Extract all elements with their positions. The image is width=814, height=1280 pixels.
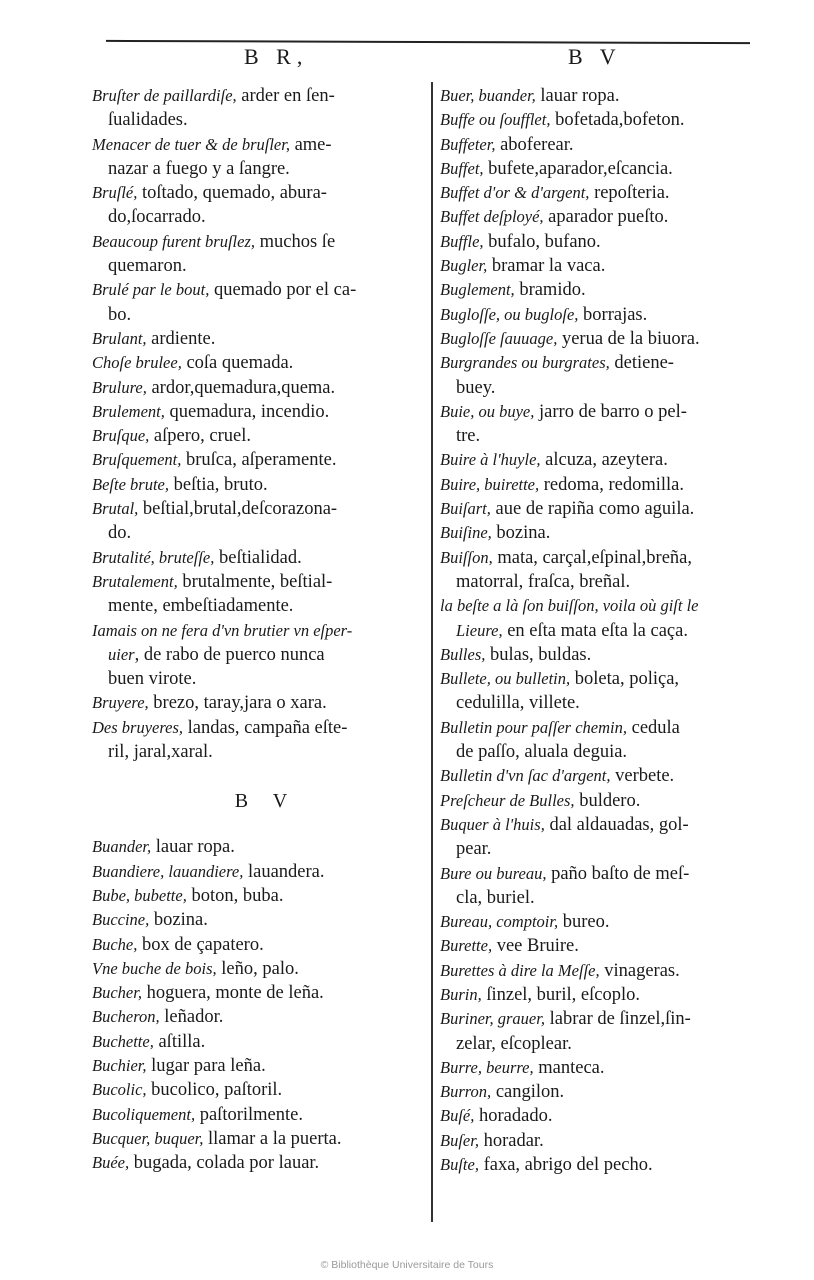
entry-translation: bramar la vaca. [487,256,606,277]
dictionary-entry-line [440,473,758,497]
dictionary-entry-line [440,1129,758,1153]
dictionary-entry-line [92,957,410,981]
dictionary-entry-line [92,835,410,859]
dictionary-entry-line [440,789,758,813]
entry-headword: Brulant, [92,328,147,348]
entry-headword: Buſte, [440,1155,479,1175]
entry-headword: Buire à l'huyle, [440,450,541,470]
entry-headword: Buer, buander, [440,86,536,105]
entry-headword: Brutal, [92,499,139,519]
entry-translation: leñador. [159,1007,224,1028]
entry-translation: aſpero, cruel. [149,426,251,447]
entry-headword: Bulletin pour paſſer chemin, [440,717,627,737]
dictionary-entry-line [92,570,410,594]
entry-headword: Bureau, comptoir, [440,912,559,932]
section-title: B V [234,790,298,813]
entry-headword: Brutalement, [92,571,178,591]
entry-translation: de paſſo, aluala deguia. [456,742,628,763]
dictionary-entry-line [92,205,410,229]
dictionary-entry-line [440,1056,758,1080]
entry-headword: Bucher, [92,983,142,1003]
entry-headword: Burre, beurre, [440,1057,534,1077]
dictionary-entry-line [92,157,410,181]
entry-translation: buey. [456,377,496,398]
dictionary-entry-line [440,740,758,764]
left-entries-bottom [92,835,410,1175]
entry-translation: ame- [289,134,332,155]
dictionary-entry-line [92,1054,410,1078]
entry-translation: bufete,aparador,eſcancia. [483,158,673,179]
entry-translation: bugada, colada por lauar. [129,1153,320,1174]
entry-translation: bufalo, bufano. [483,231,601,252]
dictionary-entry-line [440,1032,758,1056]
dictionary-entry-line [440,934,758,958]
entry-headword: Buffet deſployé, [440,207,544,227]
dictionary-entry-line [440,813,758,837]
entry-translation: coſa quemada. [181,353,294,374]
entry-translation: hoguera, monte de leña. [141,983,324,1004]
entry-headword: Buchier, [92,1055,147,1075]
entry-headword: Bruſter de paillardiſe, [92,86,237,105]
dictionary-entry-line [92,376,410,400]
entry-headword: Burettes à dire la Meſſe, [440,960,600,980]
entry-translation: cangilon. [491,1082,565,1103]
entry-headword: Bucquer, buquer, [92,1128,204,1148]
entry-headword: Beſte brute, [92,474,169,494]
dictionary-entry-line [92,716,410,740]
entry-translation: zelar, eſcoplear. [456,1033,572,1054]
dictionary-entry-line [92,108,410,132]
dictionary-entry-line [440,691,758,715]
entry-headword: Buffet, [440,158,484,178]
dictionary-entry-line [92,303,410,327]
entry-translation: toſtado, quemado, abura- [137,183,327,204]
dictionary-entry-line [440,959,758,983]
entry-translation: quemadura, incendio. [164,401,330,422]
entry-translation: beſtialidad. [214,547,302,568]
entry-headword: Bugloſſe, ou bugloſe, [440,304,579,324]
entry-headword: Buchette, [92,1031,154,1051]
entry-headword: Burron, [440,1082,492,1102]
dictionary-entry-line [92,278,410,302]
dictionary-entry-line [440,327,758,351]
entry-headword: Choſe brulee, [92,353,182,373]
entry-headword: Bruſlé, [92,183,138,203]
dictionary-entry-line [440,230,758,254]
dictionary-entry-line [440,448,758,472]
entry-headword: Buée, [92,1153,130,1173]
header-right: B V [568,44,622,69]
entry-translation: redoma, redomilla. [539,474,685,495]
dictionary-entry-line [92,400,410,424]
entry-headword: Burin, [440,984,482,1004]
dictionary-entry-line [92,740,410,764]
dictionary-entry-line [440,643,758,667]
entry-translation: brutalmente, beſtial- [177,571,333,592]
entry-translation: en eſta mata eſta la caça. [502,620,688,641]
dictionary-entry-line [92,84,410,108]
entry-headword: Iamais on ne fera d'vn brutier vn eſper- [92,620,353,640]
entry-translation: faxa, abrigo del pecho. [478,1155,653,1176]
entry-headword: Bucolic, [92,1080,147,1100]
dictionary-entry-line [92,643,410,667]
entry-translation: bramido. [514,280,586,301]
dictionary-entry-line [440,862,758,886]
entry-headword: Buſé, [440,1106,475,1126]
dictionary-entry-line [92,884,410,908]
left-entries-top [92,84,410,764]
dictionary-entry-line [440,546,758,570]
dictionary-entry-line [92,1030,410,1054]
entry-translation: boton, buba. [186,885,284,906]
entry-headword: Buffe ou ſoufflet, [440,110,551,130]
entry-translation: landas, campaña eſte- [183,717,348,738]
dictionary-entry-line [92,133,410,157]
dictionary-entry-line [92,521,410,545]
entry-headword: Bube, bubette, [92,885,187,905]
dictionary-entry-line [92,1103,410,1127]
entry-headword: Burette, [440,936,493,956]
entry-translation: , de rabo de puerco nunca [134,644,325,665]
dictionary-entry-line [440,254,758,278]
dictionary-entry-line [92,254,410,278]
dictionary-entry-line [92,1127,410,1151]
dictionary-entry-line [92,1078,410,1102]
entry-translation: mata, carçal,eſpinal,breña, [492,547,692,568]
entry-translation: lauar ropa. [151,837,235,858]
entry-headword: Buffet d'or & d'argent, [440,183,590,203]
dictionary-entry-line [440,619,758,643]
entry-translation: matorral, fraſca, breñal. [456,571,631,592]
dictionary-entry-line [440,594,758,618]
dictionary-entry-line [92,860,410,884]
entry-translation: ſinzel, buril, eſcoplo. [481,984,640,1005]
entry-translation: leño, palo. [216,958,299,979]
entry-headword: Buiſſon, [440,547,493,567]
entry-headword: Buandiere, lauandiere, [92,861,244,881]
entry-translation: do,ſocarrado. [108,207,206,228]
entry-headword: Brulé par le bout, [92,280,210,300]
entry-translation: aboferear. [495,134,574,155]
dictionary-entry-line [440,278,758,302]
entry-headword: Buccine, [92,910,150,930]
entry-translation: horadado. [474,1106,553,1127]
dictionary-entry-line [440,400,758,424]
dictionary-entry-line [440,667,758,691]
entry-headword: Buie, ou buye, [440,401,535,421]
entry-headword: Bucoliquement, [92,1104,196,1124]
entry-translation: bozina. [149,910,208,931]
entry-translation: manteca. [533,1057,605,1078]
dictionary-entry-line [92,1005,410,1029]
right-column [440,84,758,1177]
entry-headword: Bucheron, [92,1007,160,1027]
entry-headword: Brutalité, bruteſſe, [92,547,215,567]
entry-headword: Beaucoup furent bruſlez, [92,231,255,251]
entry-translation: yerua de la biuora. [557,328,700,349]
entry-translation: ril, jaral,xaral. [108,742,213,763]
entry-translation: beſtial,brutal,deſcorazona- [138,499,338,520]
entry-translation: paſtorilmente. [195,1104,303,1125]
dictionary-entry-line [92,497,410,521]
entry-translation: buen virote. [108,669,197,690]
dictionary-entry-line [440,886,758,910]
entry-headword: Buiſart, [440,499,491,519]
entry-headword: Buche, [92,934,138,954]
dictionary-entry-line [440,521,758,545]
entry-translation: horadar. [478,1130,544,1151]
dictionary-entry-line [440,716,758,740]
entry-translation: dal aldauadas, gol- [544,814,689,835]
entry-headword: Buire, buirette, [440,474,540,494]
entry-translation: aſtilla. [153,1031,206,1052]
dictionary-entry-line [92,981,410,1005]
dictionary-entry-line [440,133,758,157]
entry-translation: quemado por el ca- [209,280,357,301]
entry-translation: aparador pueſto. [543,207,669,228]
entry-translation: ardiente. [146,328,216,349]
dictionary-entry-line [92,327,410,351]
entry-headword: la beſte a là ſon buiſſon, voila où giſt le [440,596,699,616]
entry-translation: tre. [456,426,481,447]
dictionary-entry-line [440,570,758,594]
entry-translation: cla, buriel. [456,887,535,908]
top-rule [106,40,750,44]
dictionary-entry-line [440,205,758,229]
entry-translation: lugar para leña. [146,1055,266,1076]
dictionary-entry-line [92,230,410,254]
entry-headword: Brulure, [92,377,147,397]
dictionary-entry-line [440,837,758,861]
entry-headword: Brulement, [92,401,165,421]
dictionary-entry-line [92,546,410,570]
entry-headword: Bruſque, [92,426,150,446]
entry-translation: quemaron. [108,256,187,277]
entry-translation: pear. [456,839,492,860]
entry-translation: ſualidades. [108,110,188,131]
entry-translation: nazar a fuego y a ſangre. [108,158,290,179]
entry-translation: arder en ſen- [236,86,335,106]
dictionary-entry-line [440,303,758,327]
entry-translation: verbete. [610,766,675,787]
entry-headword: Buffle, [440,231,484,251]
entry-translation: bucolico, paſtoril. [146,1080,283,1101]
dictionary-entry-line [92,619,410,643]
entry-headword: Preſcheur de Bulles, [440,790,575,810]
dictionary-entry-line [440,983,758,1007]
entry-translation: buldero. [574,790,641,811]
entry-translation: paño baſto de meſ- [546,863,690,884]
entry-translation: repoſteria. [589,183,670,204]
dictionary-entry-line [92,181,410,205]
entry-headword: Bulletin d'vn ſac d'argent, [440,766,611,786]
entry-translation: beſtia, bruto. [168,474,268,495]
entry-translation: lauar ropa. [535,86,620,106]
entry-headword: Bugler, [440,256,488,276]
dictionary-entry-line [92,424,410,448]
entry-headword: uier [108,644,135,664]
entry-translation: muchos ſe [255,231,336,252]
entry-translation: vee Bruire. [492,936,579,957]
dictionary-entry-line [92,448,410,472]
entry-translation: borrajas. [578,304,648,325]
entry-headword: Burgrandes ou burgrates, [440,353,610,373]
dictionary-entry-line [440,351,758,375]
dictionary-entry-line [92,351,410,375]
entry-headword: Bullete, ou bulletin, [440,669,571,689]
entry-translation: cedula [626,717,680,738]
dictionary-entry-line [440,376,758,400]
dictionary-entry-line [440,1104,758,1128]
dictionary-entry-line [440,1007,758,1031]
entry-headword: Bruyere, [92,693,149,713]
dictionary-entry-line [92,1151,410,1175]
dictionary-entry-line [440,84,758,108]
entry-headword: Buriner, grauer, [440,1009,545,1029]
dictionary-entry-line [92,473,410,497]
entry-headword: Buffeter, [440,134,496,154]
entry-translation: detiene- [609,353,674,374]
entry-headword: Des bruyeres, [92,717,184,737]
dictionary-entry-line [92,933,410,957]
dictionary-entry-line [440,1153,758,1177]
entry-translation: box de çapatero. [137,934,264,955]
entry-translation: ardor,quemadura,quema. [146,377,336,398]
entry-translation: llamar a la puerta. [203,1128,342,1149]
entry-translation: jarro de barro o pel- [534,401,687,422]
dictionary-entry-line [92,691,410,715]
entry-headword: Buquer à l'huis, [440,814,545,834]
entry-headword: Lieure, [456,620,503,640]
entry-headword: Buander, [92,837,152,857]
dictionary-entry-line [440,181,758,205]
header-left: B R, [244,44,309,69]
entry-translation: bozina. [491,523,551,544]
entry-translation: cedulilla, villete. [456,693,580,714]
entry-translation: bulas, buldas. [485,644,592,665]
entry-translation: mente, embeſtiadamente. [108,596,294,617]
entry-translation: bureo. [558,912,610,933]
dictionary-entry-line [440,910,758,934]
entry-translation: do. [108,523,132,544]
dictionary-entry-line [440,764,758,788]
dictionary-entry-line [440,424,758,448]
dictionary-entry-line [92,667,410,691]
entry-translation: lauandera. [243,861,325,882]
dictionary-entry-line [440,497,758,521]
entry-headword: Buglement, [440,280,515,300]
entry-headword: Buiſine, [440,523,492,543]
column-rule [431,82,433,1222]
entry-headword: Bulles, [440,644,486,664]
entry-translation: aue de rapiña como aguila. [490,499,695,520]
entry-translation: bofetada,bofeton. [550,110,685,131]
entry-headword: Menacer de tuer & de bruſler, [92,134,290,154]
entry-translation: vinageras. [599,960,680,981]
entry-headword: Bugloſſe ſauuage, [440,328,558,348]
entry-translation: brezo, taray,jara o xara. [148,693,327,714]
entry-headword: Bruſquement, [92,450,182,470]
dictionary-entry-line [440,108,758,132]
dictionary-entry-line [440,1080,758,1104]
entry-headword: Buſer, [440,1130,479,1150]
entry-headword: Bure ou bureau, [440,863,547,883]
entry-translation: labrar de ſinzel,ſin- [544,1009,691,1030]
entry-translation: bo. [108,304,132,325]
dictionary-entry-line [440,157,758,181]
entry-translation: alcuza, azeytera. [540,450,668,471]
right-entries [440,84,758,1177]
entry-headword: Vne buche de bois, [92,958,217,978]
entry-translation: bruſca, aſperamente. [181,450,337,471]
dictionary-entry-line [92,908,410,932]
entry-translation: boleta, poliça, [570,669,680,690]
dictionary-entry-line [92,594,410,618]
left-column [92,84,410,1175]
footer-credit: © Bibliothèque Universitaire de Tours [320,1259,494,1271]
